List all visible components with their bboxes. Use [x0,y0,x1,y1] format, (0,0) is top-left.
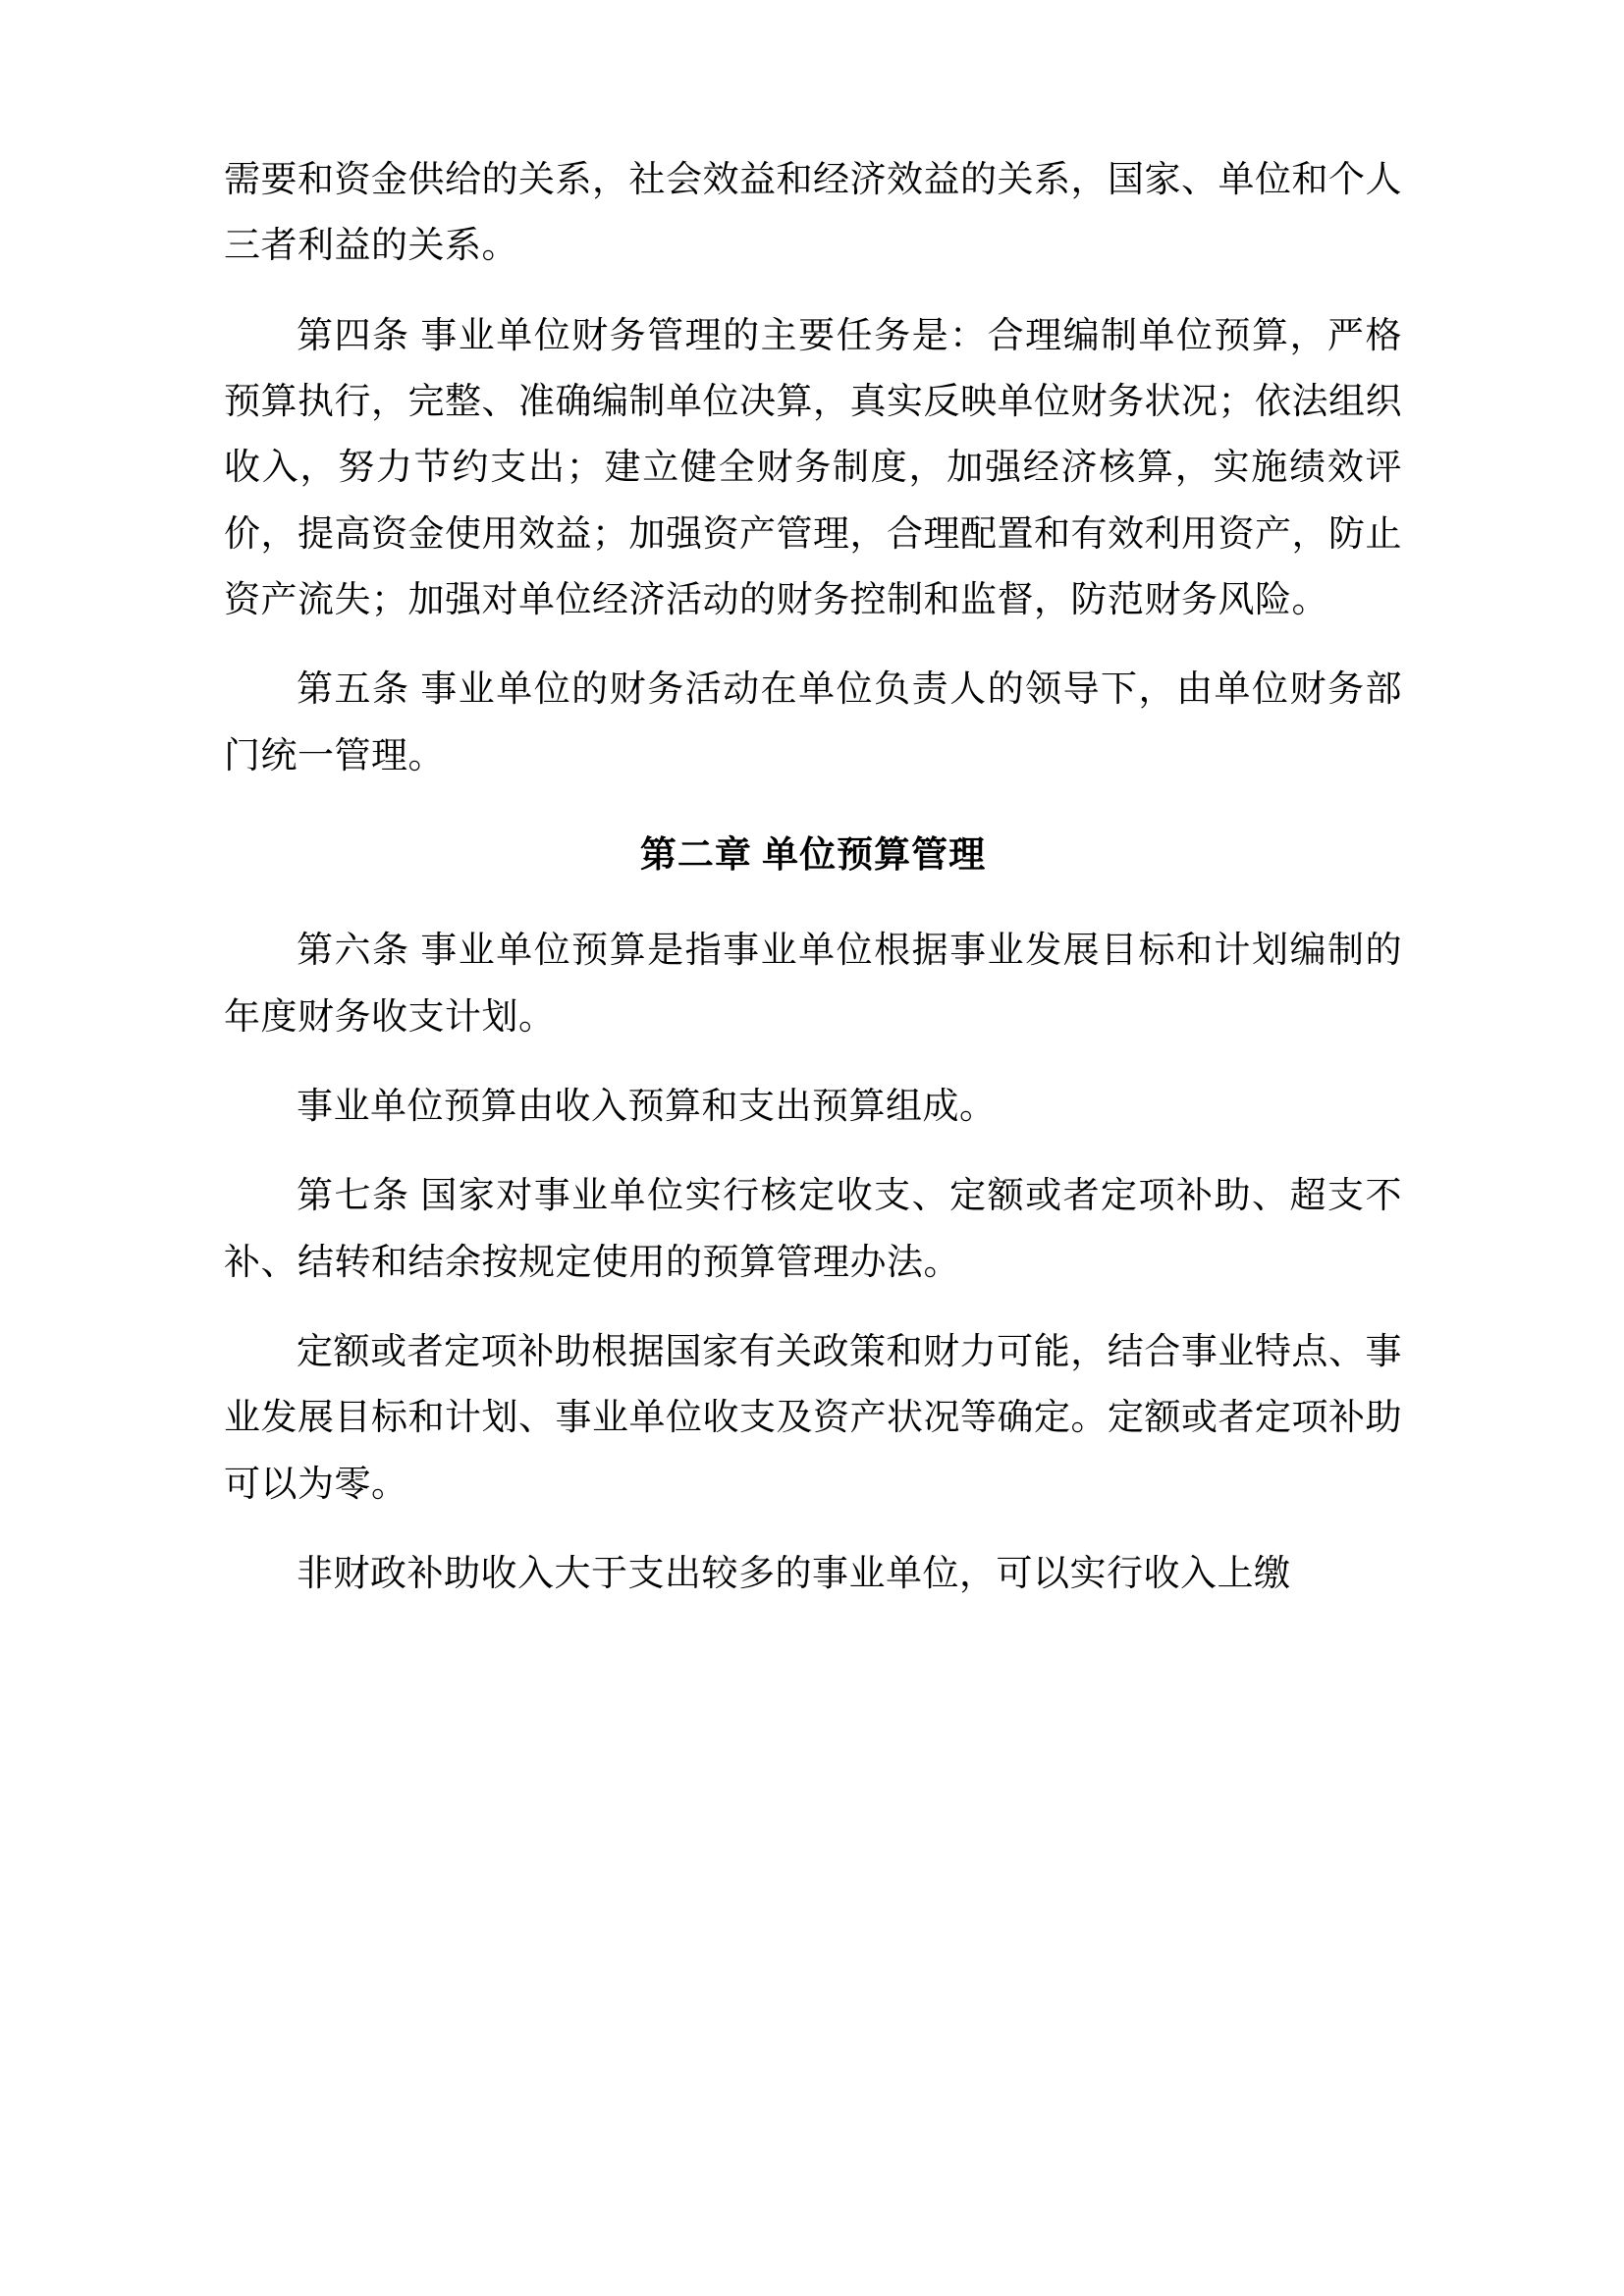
document-body [224,147,1402,1607]
chapter-heading-2: 第二章 单位预算管理 [639,834,987,876]
paragraph-article-7: 第七条 国家对事业单位实行核定收支、定额或者定项补助、超支不补、结转和结余按规定使用的预算管理办法。 [224,1176,1402,1283]
paragraph-article-6-continued: 事业单位预算由收入预算和支出预算组成。 [297,1086,997,1127]
paragraph-article-6: 第六条 事业单位预算是指事业单位根据事业发展目标和计划编制的年度财务收支计划。 [224,931,1402,1038]
paragraph-article-4: 第四条 事业单位财务管理的主要任务是：合理编制单位预算，严格预算执行，完整、准确编制单位决算，真实反映单位财务状况；依法组织收入，努力节约支出；建立健全财务制度，加强经济核算，实施绩效评价，提高资金使用效益；加强资产管理，合理配置和有效利用资产，防止资产流失；加强对单位经济活动的财务控制和监督，防范财务风险。 [224,315,1402,620]
paragraph-article-5: 第五条 事业单位的财务活动在单位负责人的领导下，由单位财务部门统一管理。 [224,669,1402,776]
paragraph-continuation: 需要和资金供给的关系，社会效益和经济效益的关系，国家、单位和个人三者利益的关系。 [224,160,1402,267]
paragraph-article-7-subsidy: 定额或者定项补助根据国家有关政策和财力可能，结合事业特点、事业发展目标和计划、事业单位收支及资产状况等确定。定额或者定项补助可以为零。 [224,1331,1402,1505]
paragraph-article-7-remittance: 非财政补助收入大于支出较多的事业单位，可以实行收入上缴 [297,1553,1291,1594]
